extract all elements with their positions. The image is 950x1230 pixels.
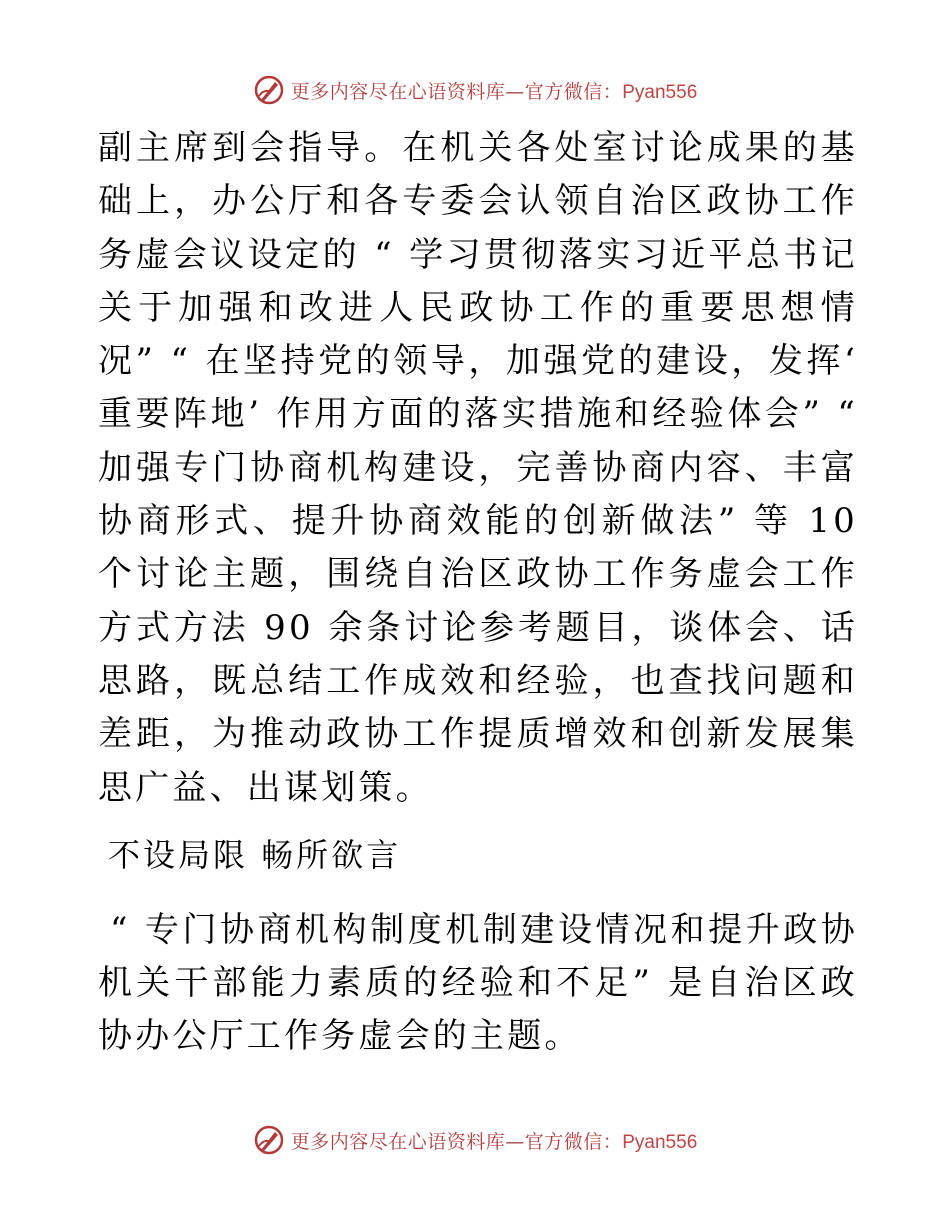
watermark-text	[291, 77, 698, 104]
watermark-text	[291, 1127, 698, 1154]
watermark-account-id: Pyan556	[622, 81, 698, 103]
document-body	[98, 122, 858, 1064]
body-paragraph-2: “ 专门协商机构制度机制建设情况和提升政协机关干部能力素质的经验和不足” 是自治区政协办公厅工作务虚会的主题。	[98, 909, 858, 1057]
section-subheading: 不设局限 畅所欲言	[108, 835, 402, 874]
watermark-account-label: 官方微信：	[524, 80, 623, 103]
quill-pen-logo-icon	[253, 74, 285, 106]
watermark-site-text: 更多内容尽在心语资料库	[290, 1130, 506, 1153]
watermark-separator: —	[505, 80, 525, 103]
header-watermark	[0, 70, 950, 110]
watermark-account-id: Pyan556	[622, 1131, 698, 1153]
body-paragraph-1: 副主席到会指导。在机关各处室讨论成果的基础上，办公厅和各专委会认领自治区政协工作务虚会议设定的 “ 学习贯彻落实习近平总书记关于加强和改进人民政协工作的重要思想情况” “ 在坚持党的领导，加强党的建设，发挥‘ 重要阵地’ 作用方面的落实措施和经验体会” “ 加强专门协商机构建设，完善协商内容、丰富协商形式、提升协商效能的创新做法” 等 10 个讨论主题，围绕自治区政协工作务虚会工作方式方法 90 余条讨论参考题目，谈体会、话思路，既总结工作成效和经验，也查找问题和差距，为推动政协工作提质增效和创新发展集思广益、出谋划策。	[98, 128, 858, 808]
watermark-separator: —	[505, 1130, 525, 1153]
footer-watermark	[0, 1120, 950, 1160]
watermark-account-label: 官方微信：	[524, 1130, 623, 1153]
quill-pen-logo-icon	[253, 1124, 285, 1156]
watermark-site-text: 更多内容尽在心语资料库	[290, 80, 506, 103]
